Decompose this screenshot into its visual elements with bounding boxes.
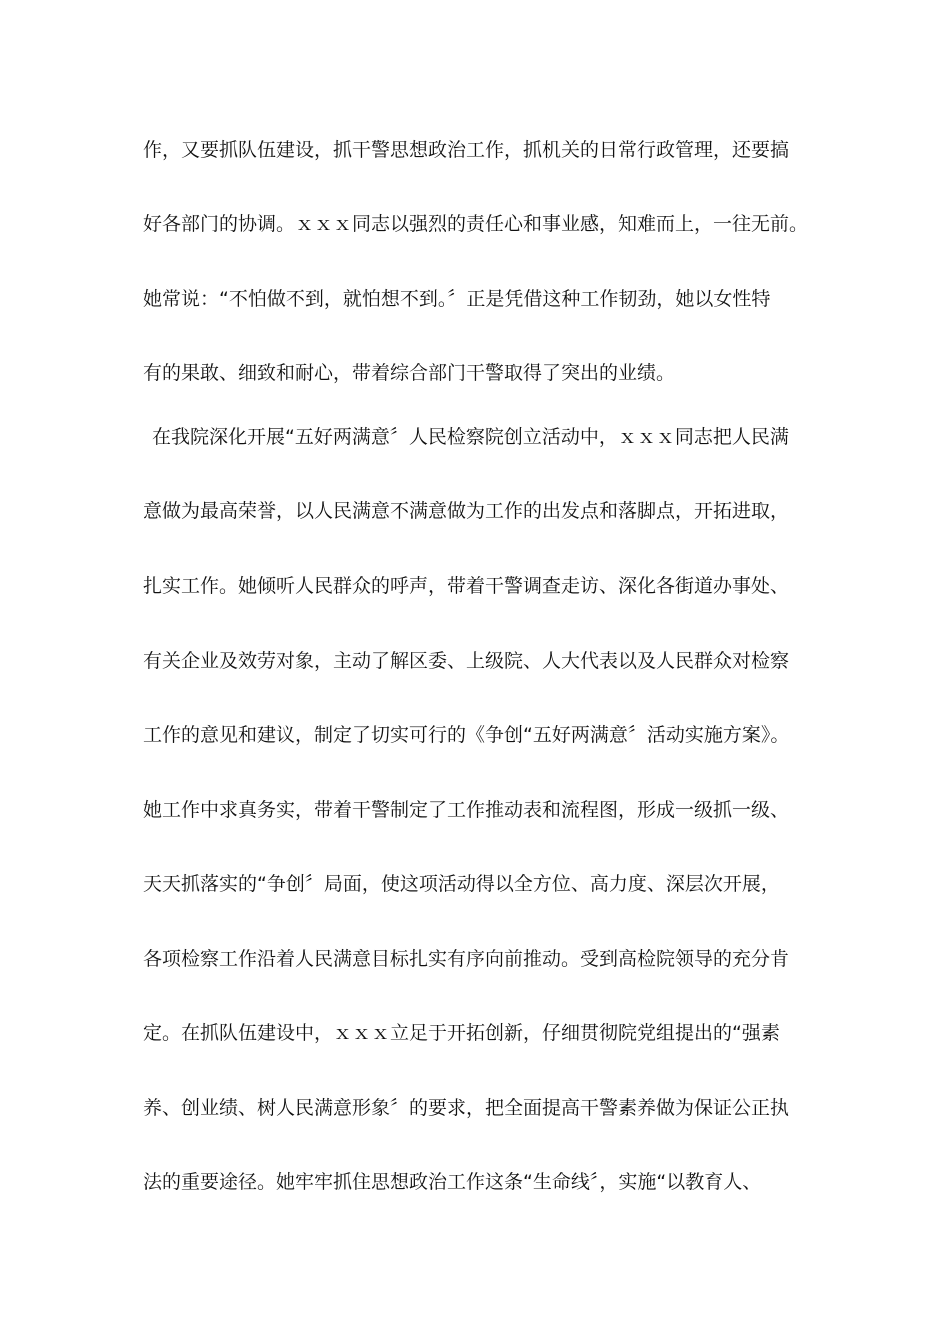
text-line: 她常说：“不怕做不到，就怕想不到。〞正是凭借这种工作韧劲，她以女性特: [143, 288, 771, 310]
text-line: 法的重要途径。她牢牢抓住思想政治工作这条“生命线〞，实施“以教育人、: [143, 1171, 762, 1193]
text-line: 养、创业绩、树人民满意形象〞的要求，把全面提高干警素养做为保证公正执: [143, 1097, 790, 1119]
text-line: 各项检察工作沿着人民满意目标扎实有序向前推动。受到高检院领导的充分肯: [143, 948, 790, 970]
text-line: 天天抓落实的“争创〞局面，使这项活动得以全方位、高力度、深层次开展，: [143, 873, 780, 895]
text-line: 意做为最高荣誉，以人民满意不满意做为工作的出发点和落脚点，开拓进取，: [143, 500, 790, 522]
text-line: 好各部门的协调。ｘｘｘ同志以强烈的责任心和事业感，知难而上，一往无前。: [143, 213, 809, 235]
text-line: 定。在抓队伍建设中，ｘｘｘ立足于开拓创新，仔细贯彻院党组提出的“强素: [143, 1022, 780, 1044]
text-line: 有关企业及效劳对象，主动了解区委、上级院、人大代表以及人民群众对检察: [143, 650, 790, 672]
text-line: 她工作中求真务实，带着干警制定了工作推动表和流程图，形成一级抓一级、: [143, 799, 790, 821]
text-line: 工作的意见和建议，制定了切实可行的《争创“五好两满意〞活动实施方案》。: [143, 724, 790, 746]
text-line: 作，又要抓队伍建设，抓干警思想政治工作，抓机关的日常行政管理，还要搞: [143, 139, 790, 161]
text-line-paragraph-start: 在我院深化开展“五好两满意〞人民检察院创立活动中，ｘｘｘ同志把人民满: [152, 426, 789, 448]
text-line: 有的果敢、细致和耐心，带着综合部门干警取得了突出的业绩。: [143, 362, 676, 384]
text-line: 扎实工作。她倾听人民群众的呼声，带着干警调查走访、深化各街道办事处、: [143, 575, 790, 597]
